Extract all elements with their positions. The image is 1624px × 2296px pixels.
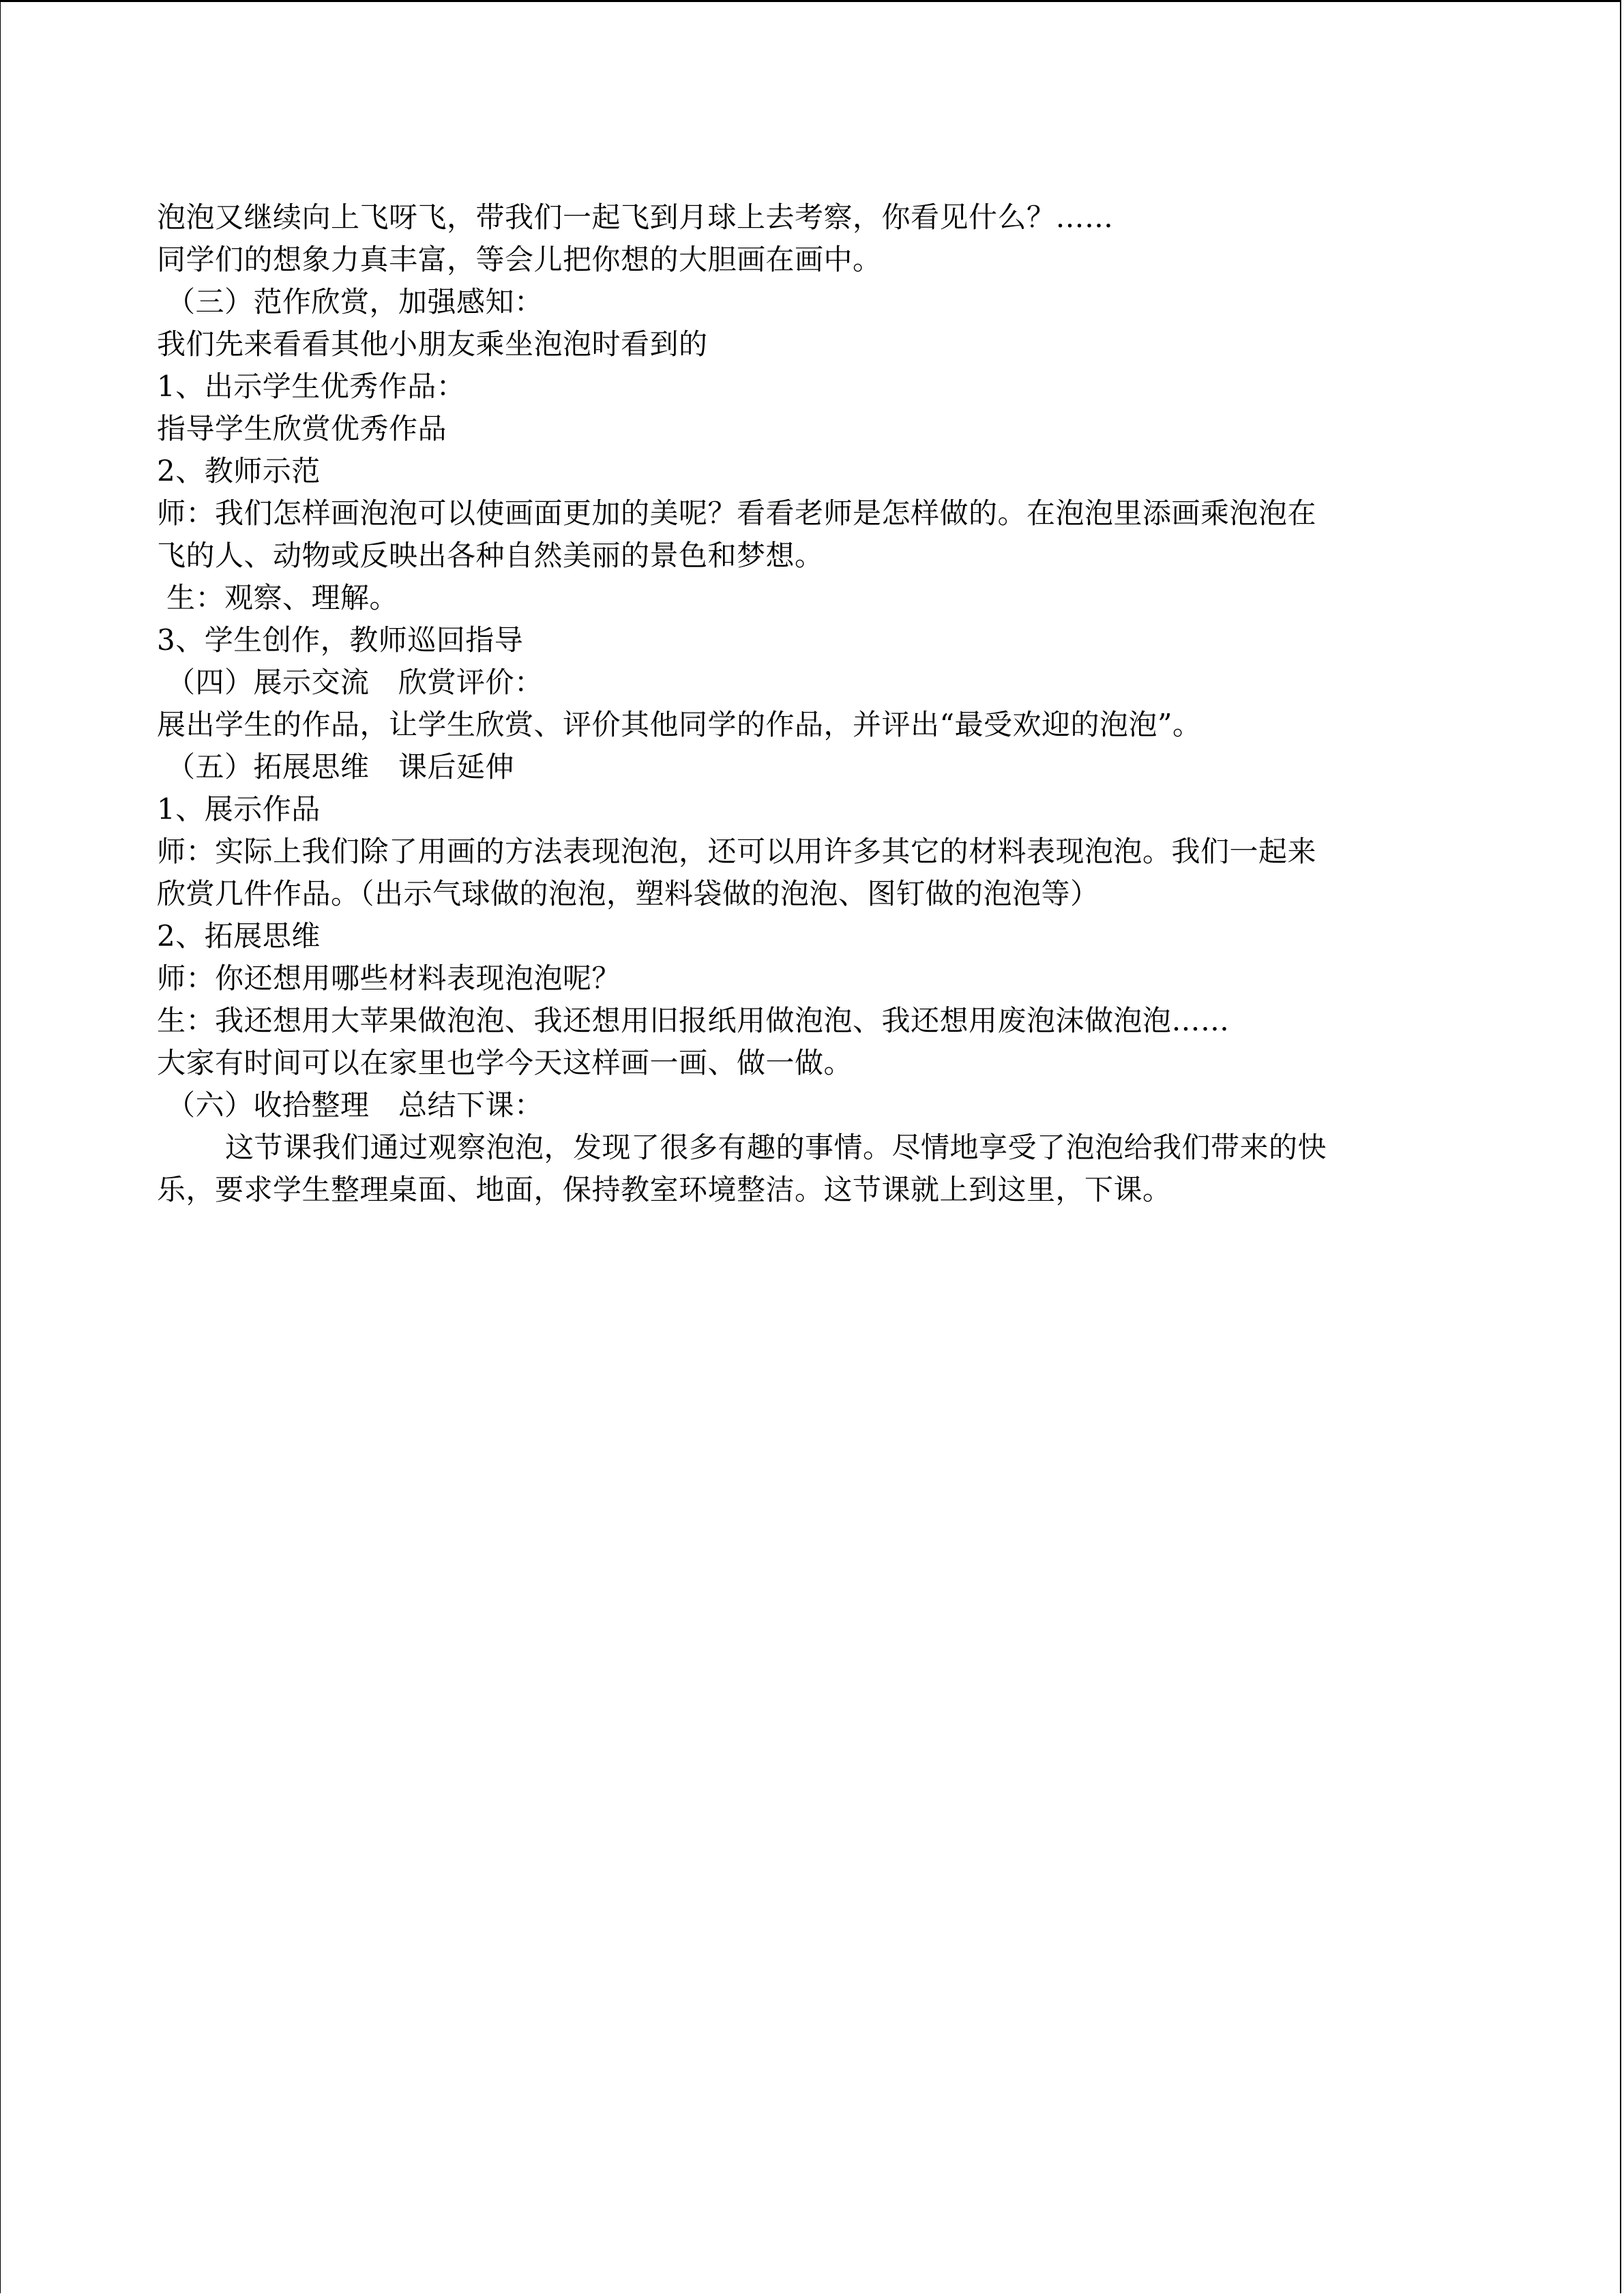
- section-heading: （六）收拾整理 总结下课：: [166, 1088, 544, 1122]
- list-item: 2、拓展思维: [157, 919, 321, 953]
- paragraph-line: 师：我们怎样画泡泡可以使画面更加的美呢？看看老师是怎样做的。在泡泡里添画乘泡泡在: [157, 496, 1317, 530]
- document-body: [157, 196, 1477, 1211]
- section-heading: （五）拓展思维 课后延伸: [166, 750, 515, 784]
- section-heading: （四）展示交流 欣赏评价：: [166, 666, 544, 699]
- paragraph-line: 师：实际上我们除了用画的方法表现泡泡，还可以用许多其它的材料表现泡泡。我们一起来: [157, 835, 1317, 868]
- paragraph-line: 同学们的想象力真丰富，等会儿把你想的大胆画在画中。: [157, 243, 882, 276]
- paragraph-line: 生：观察、理解。: [166, 581, 399, 614]
- list-item: 1、出示学生优秀作品：: [157, 370, 466, 403]
- list-item: 3、学生创作，教师巡回指导: [157, 623, 524, 657]
- paragraph-line: 生：我还想用大苹果做泡泡、我还想用旧报纸用做泡泡、我还想用废泡沫做泡泡……: [157, 1004, 1230, 1037]
- paragraph-line: 泡泡又继续向上飞呀飞，带我们一起飞到月球上去考察，你看见什么？……: [157, 200, 1114, 234]
- list-item: 1、展示作品: [157, 792, 321, 826]
- paragraph-line: 这节课我们通过观察泡泡，发现了很多有趣的事情。尽情地享受了泡泡给我们带来的快: [225, 1131, 1327, 1164]
- list-item: 2、教师示范: [157, 454, 321, 488]
- paragraph-line: 展出学生的作品，让学生欣赏、评价其他同学的作品，并评出“最受欢迎的泡泡”。: [157, 708, 1202, 741]
- paragraph-line: 师：你还想用哪些材料表现泡泡呢？: [157, 961, 621, 995]
- paragraph-line: 乐，要求学生整理桌面、地面，保持教室环境整洁。这节课就上到这里，下课。: [157, 1173, 1172, 1206]
- paragraph-line: 大家有时间可以在家里也学今天这样画一画、做一做。: [157, 1046, 853, 1079]
- paragraph-line: 我们先来看看其他小朋友乘坐泡泡时看到的: [157, 327, 708, 361]
- paragraph-line: 指导学生欣赏优秀作品: [157, 412, 447, 445]
- section-heading: （三）范作欣赏，加强感知：: [166, 285, 544, 318]
- paragraph-line: 欣赏几件作品。（出示气球做的泡泡，塑料袋做的泡泡、图钉做的泡泡等）: [157, 877, 1099, 910]
- paragraph-line: 飞的人、动物或反映出各种自然美丽的景色和梦想。: [157, 539, 824, 572]
